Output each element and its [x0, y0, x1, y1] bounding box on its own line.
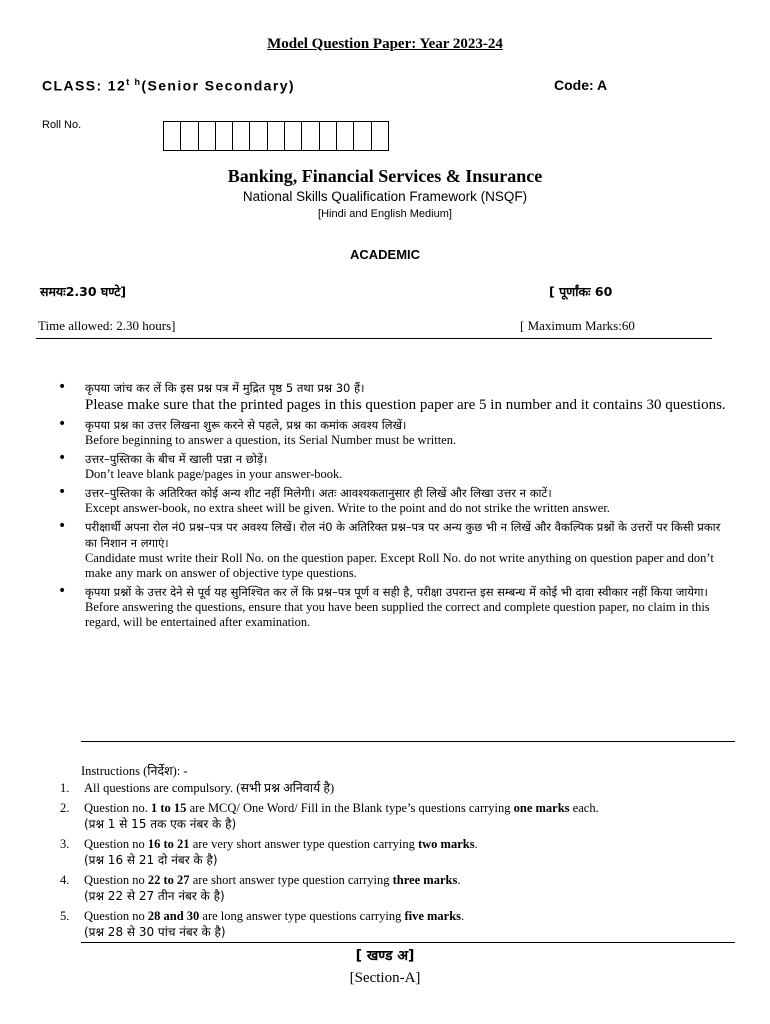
note-english: Before beginning to answer a question, its Serial Number must be written. [85, 433, 457, 447]
marks-value: one marks [513, 800, 570, 815]
instruction-text: Question no [84, 836, 148, 851]
instruction-text: Question no [84, 872, 148, 887]
class-prefix: CLASS: 12 [42, 77, 127, 94]
instruction-text: Question no [84, 908, 148, 923]
instruction-hindi: (प्रश्न 28 से 30 पांच नंबर के है) [84, 925, 226, 939]
note-hindi: • परीक्षार्थी अपना रोल नं0 प्रश्न–पत्र पर अवश्य लिखें। रोल नं0 के अतिरिक्त प्रश्न–पत्र पर अन्य कुछ भी न लिखें और वैकल्पिक प्रश्नों के उत्तरों पर किसी प्रकार का निशान न लगाएं। [85, 520, 721, 550]
note-english: Except answer-book, no extra sheet will be given. Write to the point and do not strike the written answer. [85, 501, 610, 515]
instruction-text: are short answer type question carrying [189, 872, 393, 887]
question-range: 1 to 15 [151, 800, 187, 815]
medium-label: [Hindi and English Medium] [318, 208, 452, 220]
instruction-item [60, 908, 750, 941]
note-item [58, 417, 734, 448]
paper-title: Model Question Paper: Year 2023-24 [267, 36, 503, 52]
roll-number-box [180, 121, 198, 151]
section-heading-english: [Section-A] [349, 970, 421, 986]
divider [81, 741, 735, 742]
roll-number-box [284, 121, 302, 151]
note-item [58, 451, 734, 482]
time-english: Time allowed: 2.30 hours] [38, 318, 176, 333]
question-range: 28 and 30 [147, 908, 200, 923]
class-suffix: (Senior Secondary) [141, 77, 295, 94]
roll-number-box [353, 121, 371, 151]
instruction-item [60, 836, 750, 869]
instruction-number: 3. [60, 836, 70, 851]
marks-english: [ Maximum Marks:60 [520, 318, 635, 333]
divider [81, 942, 735, 943]
roll-number-box [319, 121, 337, 151]
note-hindi: • कृपया प्रश्न का उत्तर लिखना शुरू करने से पहले, प्रश्न का कमांक अवश्य लिखें। [85, 418, 407, 432]
roll-number-box [163, 121, 181, 151]
note-item [58, 584, 734, 630]
note-item [58, 380, 734, 414]
note-english: Candidate must write their Roll No. on the question paper. Except Roll No. do not write anything on question paper and don’t make any mark on answer of objective type questions. [85, 551, 714, 580]
framework-label: National Skills Qualification Framework (NSQF) [242, 189, 528, 204]
instruction-hindi: (प्रश्न 16 से 21 दो नंबर के है) [84, 853, 218, 867]
roll-number-box [232, 121, 250, 151]
roll-number-box [371, 121, 389, 151]
section-heading-hindi: [ खण्ड अ] [355, 948, 415, 964]
note-hindi: • कृपया जांच कर लें कि इस प्रश्न पत्र में मुद्रित पृष्ठ 5 तथा प्रश्न 30 हैं। [85, 381, 365, 395]
marks-value: two marks [417, 836, 475, 851]
instruction-item [60, 800, 750, 833]
instruction-number: 2. [60, 800, 70, 815]
instructions-heading: Instructions (निर्देश): - [81, 764, 188, 778]
class-label [42, 77, 295, 94]
note-item [58, 519, 734, 581]
instruction-item [60, 872, 750, 905]
note-english: Please make sure that the printed pages in this question paper are 5 in number and it contains 30 questions. [85, 397, 726, 413]
instruction-text: Question no. [84, 800, 152, 815]
divider [36, 338, 712, 339]
marks-value: five marks [404, 908, 462, 923]
class-superscript: t h [126, 77, 142, 87]
subject-title: Banking, Financial Services & Insurance [227, 166, 543, 186]
note-english: Before answering the questions, ensure that you have been supplied the correct and complete question paper, no claim in this regard, will be entertained after examination. [85, 600, 710, 629]
general-notes [58, 380, 734, 633]
note-english: Don’t leave blank page/pages in your answer-book. [85, 467, 343, 481]
instruction-item [60, 780, 750, 797]
marks-hindi: [ पूर्णांकः 60 [549, 284, 613, 299]
instruction-number: 4. [60, 872, 70, 887]
instruction-text: are very short answer type question carrying [189, 836, 418, 851]
instruction-text: each. [569, 800, 599, 815]
instructions-list [60, 780, 750, 944]
roll-number-box [301, 121, 319, 151]
instruction-hindi: (प्रश्न 1 से 15 तक एक नंबर के है) [84, 817, 237, 831]
note-item [58, 485, 734, 516]
instruction-text: . [474, 836, 478, 851]
instruction-text: . [457, 872, 461, 887]
category-label: ACADEMIC [349, 247, 421, 262]
note-hindi: • कृपया प्रश्नों के उत्तर देने से पूर्व यह सुनिश्चित कर लें कि प्रश्न–पत्र पूर्ण व सही है, परीक्षा उपरान्त इस सम्बन्ध में कोई भी दावा स्वीकार नहीं किया जायेगा। [85, 585, 708, 599]
roll-number-box [249, 121, 267, 151]
roll-number-label: Roll No. [42, 119, 82, 131]
roll-number-box [215, 121, 233, 151]
time-hindi: समयः2.30 घण्टे] [40, 284, 127, 299]
roll-number-box [198, 121, 216, 151]
instruction-text: are long answer type questions carrying [199, 908, 405, 923]
note-hindi: • उत्तर–पुस्तिका के बीच में खाली पन्ना न छोड़ें। [85, 452, 268, 466]
instruction-number: 5. [60, 908, 70, 923]
instruction-text: All questions are compulsory. (सभी प्रश्न अनिवार्य है) [84, 781, 335, 795]
instruction-hindi: (प्रश्न 22 से 27 तीन नंबर के है) [84, 889, 225, 903]
roll-number-boxes [164, 121, 389, 151]
marks-value: three marks [392, 872, 458, 887]
instruction-number: 1. [60, 781, 70, 795]
instruction-text: are MCQ/ One Word/ Fill in the Blank type’s questions carrying [186, 800, 514, 815]
instruction-text: . [461, 908, 465, 923]
question-range: 16 to 21 [147, 836, 190, 851]
roll-number-box [336, 121, 354, 151]
roll-number-box [267, 121, 285, 151]
paper-code: Code: A [554, 77, 608, 93]
note-hindi: • उत्तर–पुस्तिका के अतिरिक्त कोई अन्य शीट नहीं मिलेगी। अतः आवश्यकतानुसार ही लिखें और लिखा उत्तर न काटें। [85, 486, 552, 500]
question-range: 22 to 27 [147, 872, 190, 887]
